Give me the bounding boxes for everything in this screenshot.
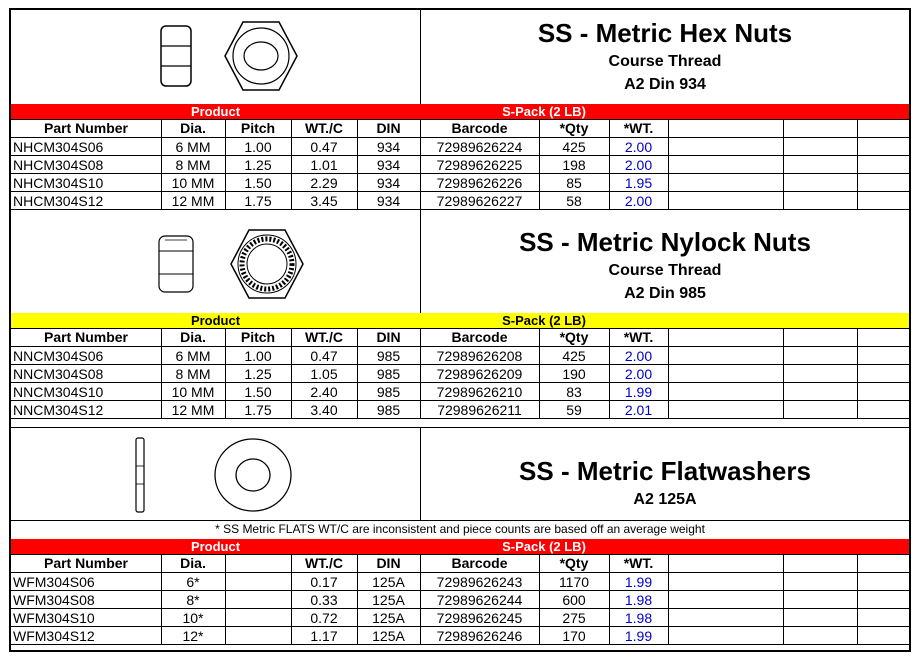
barcode-cell: 72989626226 — [436, 175, 523, 191]
column-header: *WT. — [623, 329, 654, 345]
grid-line — [668, 328, 669, 419]
dia-cell: 12* — [182, 628, 204, 644]
table-row — [11, 138, 909, 156]
flatwashers-note: * SS Metric FLATS WT/C are inconsistent and piece counts are based off an average weight — [215, 522, 705, 536]
part-number-cell: NNCM304S06 — [13, 348, 104, 364]
flatwasher-drawing — [11, 428, 420, 519]
qty-cell: 58 — [566, 193, 582, 209]
qty-cell: 59 — [566, 402, 582, 418]
din-cell: 125A — [372, 574, 405, 590]
pack-wt-cell: 2.00 — [624, 348, 653, 364]
part-number-cell: WFM304S10 — [13, 610, 95, 626]
pitch-cell — [225, 627, 291, 645]
grid-line — [539, 119, 540, 210]
din-cell: 985 — [376, 366, 401, 382]
flatwasher-top-icon — [211, 435, 295, 515]
pitch-cell — [225, 591, 291, 609]
din-cell: 125A — [372, 610, 405, 626]
din-cell: 985 — [376, 384, 401, 400]
price-sheet — [9, 8, 911, 652]
din-cell: 125A — [372, 592, 405, 608]
qty-cell: 85 — [566, 175, 582, 191]
dia-cell: 10* — [182, 610, 204, 626]
wt-per-c-cell: 1.01 — [310, 157, 338, 173]
part-number-cell: NNCM304S12 — [13, 402, 104, 418]
din-cell: 934 — [376, 193, 401, 209]
grid-line — [11, 191, 909, 192]
grid-line — [11, 155, 909, 156]
part-number-cell: WFM304S08 — [13, 592, 95, 608]
barcode-cell: 72989626246 — [436, 628, 523, 644]
product-band-label: Product — [190, 104, 241, 119]
nylock-nuts-thread: Course Thread — [608, 262, 722, 279]
pitch-cell: 1.75 — [244, 402, 272, 418]
grid-line — [11, 554, 909, 555]
nylock-nut-top-icon — [229, 228, 305, 300]
pack-wt-cell: 1.99 — [624, 384, 653, 400]
pack-wt-cell: 2.00 — [624, 139, 653, 155]
column-header: Barcode — [451, 329, 508, 345]
table-header-row — [11, 119, 909, 137]
hex-nut-top-icon — [223, 20, 299, 92]
column-header: Barcode — [451, 120, 508, 136]
column-header: *WT. — [623, 555, 654, 571]
grid-line — [420, 328, 421, 419]
grid-line — [539, 328, 540, 419]
dia-cell: 8 MM — [175, 366, 211, 382]
part-number-cell: NHCM304S10 — [13, 175, 104, 191]
grid-line — [11, 364, 909, 365]
part-number-cell: WFM304S06 — [13, 574, 95, 590]
grid-line — [161, 554, 162, 645]
grid-line — [783, 119, 784, 210]
grid-line — [668, 554, 669, 645]
pitch-cell — [225, 573, 291, 591]
grid-line — [11, 137, 909, 138]
dia-cell: 6* — [186, 574, 200, 590]
grid-line — [357, 554, 358, 645]
grid-line — [420, 554, 421, 645]
dia-cell: 12 MM — [171, 402, 215, 418]
pack-wt-cell: 1.98 — [624, 610, 653, 626]
table-row — [11, 573, 909, 591]
nylock-nut-drawing — [11, 210, 420, 313]
table-row — [11, 401, 909, 419]
pack-wt-cell: 2.00 — [624, 193, 653, 209]
wt-per-c-cell: 0.33 — [310, 592, 338, 608]
qty-cell: 425 — [562, 348, 586, 364]
grid-line — [291, 554, 292, 645]
flatwashers-header-band — [11, 539, 909, 554]
qty-cell: 600 — [562, 592, 586, 608]
grid-line — [291, 119, 292, 210]
pack-wt-cell: 2.00 — [624, 366, 653, 382]
grid-line — [668, 119, 669, 210]
nylock-nuts-section — [11, 209, 909, 427]
pack-wt-cell: 1.95 — [624, 175, 653, 191]
flatwasher-side-icon — [133, 436, 147, 514]
qty-cell: 170 — [562, 628, 586, 644]
column-header: *Qty — [559, 120, 589, 136]
grid-line — [11, 346, 909, 347]
grid-line — [11, 119, 909, 120]
grid-line — [857, 328, 858, 419]
hex-nuts-section — [11, 10, 909, 210]
pack-wt-cell: 1.99 — [624, 628, 653, 644]
qty-cell: 275 — [562, 610, 586, 626]
din-cell: 985 — [376, 348, 401, 364]
grid-line — [420, 119, 421, 210]
barcode-cell: 72989626210 — [436, 384, 523, 400]
wt-per-c-cell: 3.40 — [310, 402, 338, 418]
column-header: DIN — [376, 555, 401, 571]
column-header: Part Number — [43, 555, 129, 571]
barcode-cell: 72989626227 — [436, 193, 523, 209]
dia-cell: 10 MM — [171, 175, 215, 191]
hex-nut-side-icon — [159, 24, 193, 88]
wt-per-c-cell: 2.29 — [310, 175, 338, 191]
column-header — [225, 554, 291, 572]
column-header: *Qty — [559, 329, 589, 345]
flatwashers-title-block — [421, 428, 909, 519]
grid-line — [609, 328, 610, 419]
dia-cell: 6 MM — [175, 348, 211, 364]
column-header: Dia. — [180, 329, 206, 345]
part-number-cell: NNCM304S10 — [13, 384, 104, 400]
nylock-nut-side-icon — [157, 234, 195, 294]
pitch-cell: 1.25 — [244, 157, 272, 173]
hex-nut-drawing — [11, 10, 420, 104]
dia-cell: 8 MM — [175, 157, 211, 173]
pitch-cell: 1.50 — [244, 175, 272, 191]
wt-per-c-cell: 1.05 — [310, 366, 338, 382]
wt-per-c-cell: 2.40 — [310, 384, 338, 400]
qty-cell: 198 — [562, 157, 586, 173]
grid-line — [857, 119, 858, 210]
grid-line — [225, 119, 226, 210]
grid-line — [11, 382, 909, 383]
table-row — [11, 156, 909, 174]
grid-line — [11, 644, 909, 645]
nylock-nuts-din: A2 Din 985 — [624, 285, 706, 302]
column-header: Dia. — [180, 555, 206, 571]
grid-line — [857, 554, 858, 645]
pack-wt-cell: 1.98 — [624, 592, 653, 608]
barcode-cell: 72989626243 — [436, 574, 523, 590]
dia-cell: 12 MM — [171, 193, 215, 209]
grid-line — [161, 328, 162, 419]
column-header: WT./C — [304, 120, 344, 136]
qty-cell: 425 — [562, 139, 586, 155]
hex-nuts-din: A2 Din 934 — [624, 76, 706, 93]
part-number-cell: NHCM304S06 — [13, 139, 104, 155]
wt-per-c-cell: 1.17 — [310, 628, 338, 644]
hex-nuts-title-block — [421, 10, 909, 104]
grid-line — [609, 119, 610, 210]
wt-per-c-cell: 0.72 — [310, 610, 338, 626]
column-header: Part Number — [43, 329, 129, 345]
grid-line — [11, 328, 909, 329]
nylock-nuts-title-block — [421, 210, 909, 313]
barcode-cell: 72989626244 — [436, 592, 523, 608]
table-row — [11, 383, 909, 401]
hex-nuts-table — [11, 119, 909, 210]
table-header-row — [11, 328, 909, 346]
table-row — [11, 627, 909, 645]
column-header: Pitch — [240, 120, 276, 136]
product-band-label: Product — [190, 313, 241, 328]
barcode-cell: 72989626225 — [436, 157, 523, 173]
dia-cell: 8* — [186, 592, 200, 608]
column-header: DIN — [376, 329, 401, 345]
grid-line — [11, 608, 909, 609]
part-number-cell: NHCM304S08 — [13, 157, 104, 173]
pitch-cell — [225, 609, 291, 627]
nylock-nuts-header-band — [11, 313, 909, 328]
grid-line — [225, 328, 226, 419]
table-row — [11, 347, 909, 365]
grid-line — [291, 328, 292, 419]
qty-cell: 83 — [566, 384, 582, 400]
column-header: Dia. — [180, 120, 206, 136]
grid-line — [11, 590, 909, 591]
pitch-cell: 1.00 — [244, 348, 272, 364]
part-number-cell: NHCM304S12 — [13, 193, 104, 209]
qty-cell: 190 — [562, 366, 586, 382]
barcode-cell: 72989626224 — [436, 139, 523, 155]
table-row — [11, 174, 909, 192]
grid-line — [539, 554, 540, 645]
din-cell: 985 — [376, 402, 401, 418]
part-number-cell: NNCM304S08 — [13, 366, 104, 382]
spack-band-label: S-Pack (2 LB) — [502, 104, 586, 119]
column-header: Pitch — [240, 329, 276, 345]
grid-line — [357, 119, 358, 210]
barcode-cell: 72989626209 — [436, 366, 523, 382]
wt-per-c-cell: 0.47 — [310, 139, 338, 155]
grid-line — [161, 119, 162, 210]
column-header: WT./C — [304, 555, 344, 571]
flatwashers-section — [11, 427, 909, 652]
grid-line — [357, 328, 358, 419]
hex-nuts-title: SS - Metric Hex Nuts — [537, 18, 793, 48]
pitch-cell: 1.00 — [244, 139, 272, 155]
column-header: WT./C — [304, 329, 344, 345]
dia-cell: 10 MM — [171, 384, 215, 400]
grid-line — [225, 554, 226, 645]
column-header: Part Number — [43, 120, 129, 136]
wt-per-c-cell: 0.47 — [310, 348, 338, 364]
table-row — [11, 609, 909, 627]
column-header: Barcode — [451, 555, 508, 571]
din-cell: 125A — [372, 628, 405, 644]
qty-cell: 1170 — [558, 574, 590, 590]
din-cell: 934 — [376, 175, 401, 191]
product-band-label: Product — [190, 539, 241, 554]
din-cell: 934 — [376, 157, 401, 173]
grid-line — [11, 418, 909, 419]
spack-band-label: S-Pack (2 LB) — [502, 313, 586, 328]
table-row — [11, 192, 909, 210]
nylock-nuts-title: SS - Metric Nylock Nuts — [519, 227, 811, 257]
table-row — [11, 591, 909, 609]
wt-per-c-cell: 0.17 — [310, 574, 338, 590]
barcode-cell: 72989626208 — [436, 348, 523, 364]
column-header: *Qty — [559, 555, 589, 571]
hex-nuts-header-band — [11, 104, 909, 119]
grid-line — [783, 554, 784, 645]
pitch-cell: 1.50 — [244, 384, 272, 400]
column-header: DIN — [376, 120, 401, 136]
pack-wt-cell: 2.01 — [624, 402, 653, 418]
pack-wt-cell: 1.99 — [624, 574, 653, 590]
grid-line — [609, 554, 610, 645]
flatwashers-title: SS - Metric Flatwashers — [519, 456, 811, 486]
barcode-cell: 72989626245 — [436, 610, 523, 626]
wt-per-c-cell: 3.45 — [310, 193, 338, 209]
grid-line — [783, 328, 784, 419]
pitch-cell: 1.25 — [244, 366, 272, 382]
flatwashers-table — [11, 554, 909, 645]
nylock-nuts-table — [11, 328, 909, 419]
grid-line — [11, 173, 909, 174]
spack-band-label: S-Pack (2 LB) — [502, 539, 586, 554]
grid-line — [11, 572, 909, 573]
barcode-cell: 72989626211 — [437, 402, 522, 418]
din-cell: 934 — [376, 139, 401, 155]
part-number-cell: WFM304S12 — [13, 628, 95, 644]
grid-line — [11, 400, 909, 401]
hex-nuts-thread: Course Thread — [608, 53, 722, 70]
grid-line — [11, 626, 909, 627]
column-header: *WT. — [623, 120, 654, 136]
pitch-cell: 1.75 — [244, 193, 272, 209]
flatwashers-spec: A2 125A — [633, 491, 697, 508]
dia-cell: 6 MM — [175, 139, 211, 155]
pack-wt-cell: 2.00 — [624, 157, 653, 173]
table-row — [11, 365, 909, 383]
table-header-row — [11, 554, 909, 572]
